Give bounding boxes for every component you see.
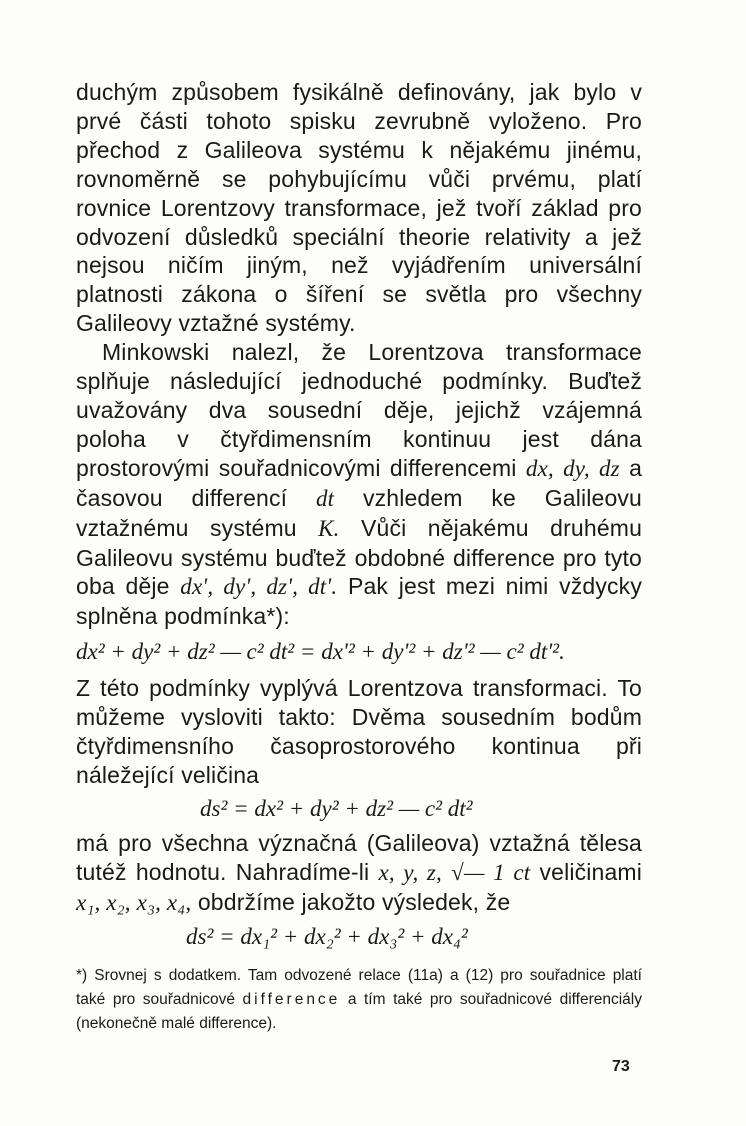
- paragraph-2-text-c: vzhledem ke Galileovu vztažnému systému: [76, 484, 642, 541]
- paragraph-2-dz: dz: [599, 455, 620, 481]
- paragraph-2-primes: dx', dy', dz', dt'.: [180, 574, 338, 600]
- paragraph-4-text-c: obdržíme jakožto výsledek, že: [191, 888, 511, 915]
- paragraph-4-xs: x₁, x₂, x₃, x₄,: [76, 889, 192, 915]
- equation-3: ds² = dx₁² + dx₂² + dx₃² + dx₄²: [186, 923, 468, 949]
- paragraph-4-root: √— 1 ct: [451, 859, 531, 885]
- paragraph-2-text-d: Vůči nějakému druhému Galileovu systému buďtež obdobné difference pro tyto oba děje: [76, 514, 643, 600]
- paragraph-2-dy: dy,: [563, 455, 590, 481]
- paragraph-2-K: K.: [318, 515, 340, 541]
- page-body: [76, 78, 642, 951]
- paragraph-2-text-b: a časovou differencí: [76, 454, 643, 511]
- paragraph-4-xyz: x, y, z,: [378, 859, 442, 885]
- footnote-text-b: a tím také pro souřadnicové differenciály (nekonečně malé difference).: [76, 991, 642, 1032]
- footnote: [76, 964, 642, 1036]
- paragraph-1: duchým způsobem fysikálně definovány, jak bylo v prvé části tohoto spisku zevrubně vyloženo. Pro přechod z Galileova systému k nějakému jinému, rovnoměrně se pohybujícímu vůči prvému, platí rovnice Lorentzovy transformace, jež tvoří základ pro odvození důsledků speciální theorie relativity a jež nejsou ničím jiným, než vyjádřením universální platnosti zákona o šíření se světla pro všechny Galileovy vztažné systémy.: [76, 79, 642, 337]
- paragraph-4-text-a: má pro všechna význačná (Galileova) vztažná tělesa tutéž hodnotu. Nahradíme-li: [76, 829, 642, 885]
- paragraph-2-text-e: Pak jest mezi nimi vždycky splněna podmínka*):: [76, 573, 642, 630]
- paragraph-2: [76, 338, 642, 631]
- paragraph-4: [76, 829, 642, 918]
- paragraph-2-text-a: Minkowski nalezl, že Lorentzova transformace splňuje následující jednoduché podmínky. Buďtež uvažovány dva sousední děje, jejichž vzájemná poloha v čtyřdimensním kontinuu jest dána prostorovými souřadnicovými differencemi: [76, 339, 642, 481]
- paragraph-2-dt: dt: [315, 485, 335, 511]
- equation-2: ds² = dx² + dy² + dz² — c² dt²: [200, 795, 473, 821]
- footnote-spaced-word: difference: [242, 991, 341, 1008]
- paragraph-4-text-b: veličinami: [530, 858, 642, 885]
- paragraph-2-dx: dx,: [525, 455, 554, 481]
- paragraph-3: Z této podmínky vyplývá Lorentzova transformaci. To můžeme vysloviti takto: Dvěma sousedním bodům čtyřdimensního časoprostorového kontinua při náležející veličina: [76, 675, 642, 788]
- footnote-text-a: *) Srovnej s dodatkem. Tam odvozené relace (11a) a (12) pro souřadnice platí také pro souřadnicové: [76, 967, 642, 1008]
- page-number: 73: [612, 1058, 630, 1075]
- equation-1: dx² + dy² + dz² — c² dt² = dx'² + dy'² + dz'² — c² dt'².: [76, 639, 565, 665]
